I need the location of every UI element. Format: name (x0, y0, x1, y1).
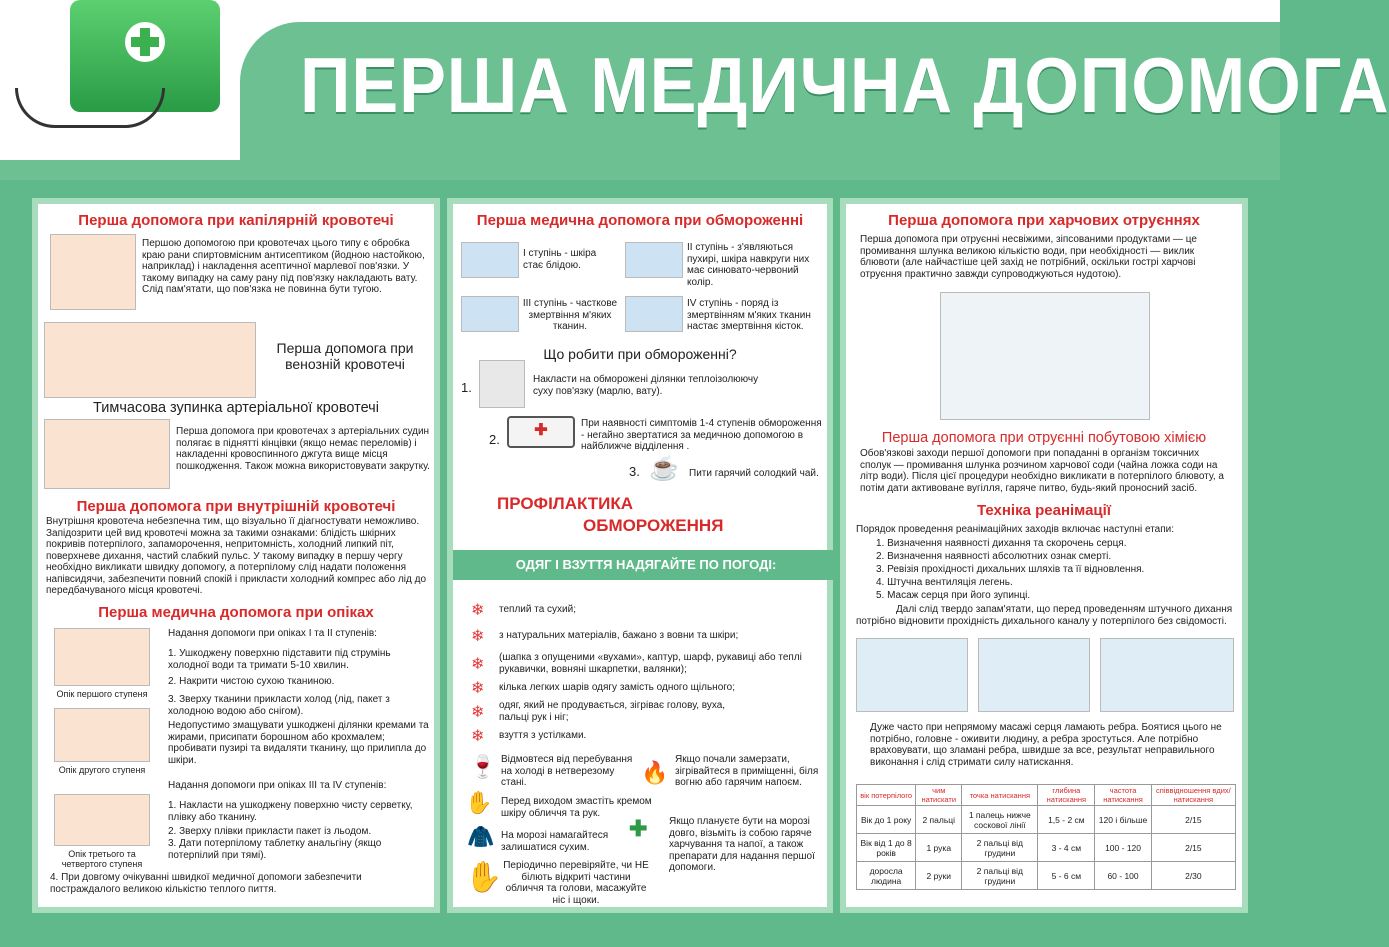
table-cell: 2/30 (1151, 862, 1235, 890)
tip-5: Якщо почали замерзати, зігрівайтеся в приміщенні, біля вогню або гарячим напоєм. (675, 754, 819, 788)
table-cell: 1 рука (916, 834, 962, 862)
table-cell: 2/15 (1151, 834, 1235, 862)
table-row (857, 834, 1236, 862)
table-cell: 1,5 - 2 см (1038, 806, 1095, 834)
resuscitation-title: Техніка реанімації (976, 502, 1112, 519)
cpr-image-3 (1100, 638, 1234, 712)
table-header: співвідношення вдих/натискання (1151, 785, 1235, 806)
burn-b-step-4: 4. При довгому очікуванні швидкої медичної допомоги забезпечити постраждалого великою кількістю теплого пиття. (50, 872, 362, 895)
table-cell: доросла людина (857, 862, 916, 890)
table-cell: 2 пальці від грудини (962, 834, 1038, 862)
cpr-image-2 (978, 638, 1090, 712)
burn-intro: Надання допомоги при опіках I та II ступенів: (168, 628, 377, 639)
burn-3-caption: Опік третього та четвертого ступеня (61, 849, 143, 869)
snowflake-icon: ❄ (471, 704, 485, 721)
table-header-row (857, 785, 1236, 806)
table-cell: 5 - 6 см (1038, 862, 1095, 890)
chemical-poison-text: Обов'язкові заходи першої допомоги при попаданні в організм токсичних сполук — промивання шлунка розчином харчової соди (чайна ложка соди на літр води). Після цієї процедури необхідно викликати в потерпілого блювоту, а потім дати активоване вугілля, гаряче питво, будь-який проносний засіб. (860, 448, 1224, 494)
cpr-image-1 (856, 638, 968, 712)
table-header: чим натискати (916, 785, 962, 806)
burn-b-step-3: 3. Дати потерпілому таблетку анальгіну (якщо потерпілий при тямі). (168, 838, 382, 861)
arterial-text: Перша допомога при кровотечах з артеріальних судин полягає в піднятті кінцівки (якщо немає переломів) і накладенні кровоспинного джгута вище місця пошкодження. Також можна використовувати закрутку. (176, 426, 430, 472)
burn-1-caption: Опік першого ступеня (56, 689, 148, 699)
table-cell: 2/15 (1151, 806, 1235, 834)
degree-4-text: IV ступінь - поряд із змертвінням м'яких тканин настає змертвіння кісток. (687, 298, 811, 332)
snowflake-icon: ❄ (471, 680, 485, 697)
internal-text: Внутрішня кровотеча небезпечна тим, що візуально її діагностувати неможливо. Запідозрити цей вид кровотечі можна за такими ознаками: блідість шкірних покривів потерпілого, запаморочення, непритомність, холодний липкий піт, поверхневе дихання, частий слабкий пульс. У такому випадку в першу чергу необхідно викликати швидку допомогу, а потерпілому слід надати положення напівсидячи, забезпечити повний спокій і прикласти холодний компрес або лід до передбачуваного місця кровотечі. (46, 516, 427, 596)
clothing-6: взуття з устілками. (499, 730, 587, 741)
cream-hands-icon: ✋ (465, 790, 493, 815)
resuscitation-note: Далі слід твердо запам'ятати, що перед проведенням штучного дихання потрібно відновити прохідність дихального каналу у потерпілого без свідомості. (856, 604, 1233, 627)
burn-3-image (54, 794, 150, 846)
stop-hand-icon: ✋ (465, 861, 503, 894)
table-header: точка натискання (962, 785, 1038, 806)
stethoscope-icon (15, 88, 165, 128)
step-1-number: 1. (461, 380, 472, 395)
resuscitation-step-3: 3. Ревізія прохідності дихальних шляхів та її відновлення. (876, 564, 1145, 575)
step-3-number: 3. (629, 464, 640, 479)
page-title: ПЕРША МЕДИЧНА ДОПОМОГА (300, 41, 1389, 129)
table-header: вік потерпілого (857, 785, 916, 806)
burn-warning: Недопустимо змащувати ушкоджені ділянки кремами та жирами, присипати борошном або крохмалем; пробивати пузирі та видаляти тканину, що прилипла до шкіри. (168, 720, 429, 766)
food-poison-title: Перша допомога при харчових отруєннях (888, 212, 1200, 229)
table-row (857, 806, 1236, 834)
panel-frostbite (447, 198, 833, 913)
clothing-5: одяг, який не продувається, зігріває голову, вуха, пальці рук і ніг; (499, 700, 726, 723)
table-cell: Вік від 1 до 8 років (857, 834, 916, 862)
degree-1-text: I ступінь - шкіра стає блідою. (523, 248, 597, 271)
snowflake-icon: ❄ (471, 656, 485, 673)
degree-3-text: III ступінь - часткове змертвіння м'яких тканин. (522, 298, 618, 332)
arterial-title: Тимчасова зупинка артеріальної кровотечі (93, 400, 379, 416)
degree-1-image (461, 242, 519, 278)
clothing-1: теплий та сухий; (499, 604, 576, 615)
medical-cross-icon (125, 22, 165, 62)
burn-intro-2: Надання допомоги при опіках III та IV ступенів: (168, 780, 387, 791)
degree-2-image (625, 242, 683, 278)
stomach-wash-image (940, 292, 1150, 420)
degree-3-image (461, 296, 519, 332)
panel-poisoning-resuscitation (840, 198, 1248, 913)
food-poison-text: Перша допомога при отруєнні несвіжими, зіпсованими продуктами — це промивання шлунка великою кількістю води, при необхідності — виклик блювоти (але найчастіше цей захід не потрібний, оскільки гострі харчові отруєння практично завжди супроводжуються нудотою). (860, 234, 1197, 280)
table-cell: 1 палець нижче соскової лінії (962, 806, 1038, 834)
what-to-do-title: Що робити при обмороженні? (543, 346, 737, 362)
prevention-title-1: ПРОФІЛАКТИКА (497, 494, 634, 513)
clothing-bar: ОДЯГ І ВЗУТТЯ НАДЯГАЙТЕ ПО ПОГОДІ: (453, 550, 839, 580)
ambulance-icon: ✚ (507, 416, 575, 448)
burn-2-caption: Опік другого ступеня (58, 765, 146, 775)
step-2-number: 2. (489, 432, 500, 447)
table-cell: 120 і більше (1095, 806, 1151, 834)
resuscitation-step-4: 4. Штучна вентиляція легень. (876, 577, 1013, 588)
internal-title: Перша допомога при внутрішній кровотечі (76, 498, 396, 515)
tea-cup-icon: ☕ (649, 455, 679, 482)
table-cell: 2 руки (916, 862, 962, 890)
degree-2-text: II ступінь - з'являються пухирі, шкіра навкруги них має синювато-червоний колір. (687, 242, 810, 288)
clothing-4: кілька легких шарів одягу замість одного щільного; (499, 682, 736, 693)
panel-bleeding-burns (32, 198, 440, 913)
burn-b-step-1: 1. Накласти на ушкоджену поверхню чисту серветку, плівку або тканину. (168, 800, 413, 823)
resuscitation-step-5: 5. Масаж серця при його зупинці. (876, 590, 1031, 601)
capillary-text: Першою допомогою при кровотечах цього типу є обробка краю рани спиртовмісним антисептиком (йодною настойкою, наприклад) і накладення асептичної марлевої пов'язки. У такому випадку на саму рану під пов'язку накладають вату. Слід пам'ятати, що пов'язка не повинна бути тугою. (142, 238, 425, 295)
capillary-title: Перша допомога при капілярній кровотечі (78, 212, 394, 229)
degree-4-image (625, 296, 683, 332)
burn-1-image (54, 628, 150, 686)
fire-icon: 🔥 (641, 760, 669, 785)
table-row (857, 862, 1236, 890)
burn-step-3: 3. Зверху тканини прикласти холод (лід, пакет з холодною водою або снігом). (168, 694, 390, 717)
tip-2: Перед виходом змастіть кремом шкіру обличчя та рук. (501, 796, 652, 819)
step-2-text: При наявності симптомів 1-4 ступенів обмороження - негайно звертатися за медичною допомогою в найближче відділення . (581, 418, 822, 452)
clothing-3: (шапка з опущеними «вухами», каптур, шарф, рукавиці або теплі рукавички, вовняні шкарпетки, валянки); (499, 652, 802, 675)
resuscitation-step-1: 1. Визначення наявності дихання та скорочень серця. (876, 538, 1127, 549)
step-1-text: Накласти на обморожені ділянки теплоізолюючу суху пов'язку (марлю, вату). (533, 374, 759, 397)
table-cell: 2 пальці від грудини (962, 862, 1038, 890)
no-alcohol-icon: 🍷 (469, 754, 497, 779)
chemical-poison-title: Перша допомога при отруєнні побутовою хімією (881, 430, 1207, 446)
resuscitation-intro: Порядок проведення реанімаційних заходів включає наступні етапи: (856, 524, 1175, 535)
tip-1: Відмовтеся від перебування на холоді в нетверезому стані. (501, 754, 633, 788)
burn-2-image (54, 708, 150, 762)
resuscitation-step-2: 2. Визначення наявності абсолютних ознак смерті. (876, 551, 1112, 562)
table-cell: 60 - 100 (1095, 862, 1151, 890)
bandage-image (479, 360, 525, 408)
prevention-title-2: ОБМОРОЖЕННЯ (583, 516, 724, 535)
clothing-2: з натуральних матеріалів, бажано з вовни та шкіри; (499, 630, 739, 641)
tip-6: Якщо плануєте бути на морозі довго, візьміть із собою гаряче харчування та напої, а також препарати для надання першої допомоги. (669, 816, 815, 873)
coat-icon: 🧥 (467, 824, 495, 849)
tip-4: Періодично перевіряйте, чи НЕ білють відкриті частини обличчя та голови, масажуйте ніс і щоки. (503, 860, 649, 906)
ribs-warning: Дуже часто при непрямому масажі серця ламають ребра. Боятися цього не потрібно, головне - оживити людину, а ребра зростуться. Але потрібно враховувати, що зламані ребра, швидше за все, результат неправильного виконання і слід стримати силу натискання. (870, 722, 1222, 768)
burn-step-2: 2. Накрити чистою сухою тканиною. (168, 676, 335, 687)
frostbite-title: Перша медична допомога при обмороженні (476, 212, 804, 229)
tip-3: На морозі намагайтеся залишатися сухим. (501, 830, 609, 853)
venous-title: Перша допомога при венозній кровотечі (276, 340, 414, 372)
table-cell: 2 пальці (916, 806, 962, 834)
table-cell: 3 - 4 см (1038, 834, 1095, 862)
table-header: глибина натискання (1038, 785, 1095, 806)
arterial-image (44, 419, 170, 489)
snowflake-icon: ❄ (471, 628, 485, 645)
medic-icon: ✚ (629, 816, 648, 841)
burns-title: Перша медична допомога при опіках (98, 604, 374, 621)
burn-b-step-2: 2. Зверху плівки прикласти пакет із льодом. (168, 826, 372, 837)
venous-image (44, 322, 256, 398)
cpr-table (856, 784, 1236, 890)
burn-step-1: 1. Ушкоджену поверхню підставити під струмінь холодної води та тримати 5-10 хвилин. (168, 648, 391, 671)
capillary-image (50, 234, 136, 310)
step-3-text: Пити гарячий солодкий чай. (689, 468, 819, 479)
snowflake-icon: ❄ (471, 728, 485, 745)
table-header: частота натискання (1095, 785, 1151, 806)
snowflake-icon: ❄ (471, 602, 485, 619)
table-cell: Вік до 1 року (857, 806, 916, 834)
table-cell: 100 - 120 (1095, 834, 1151, 862)
